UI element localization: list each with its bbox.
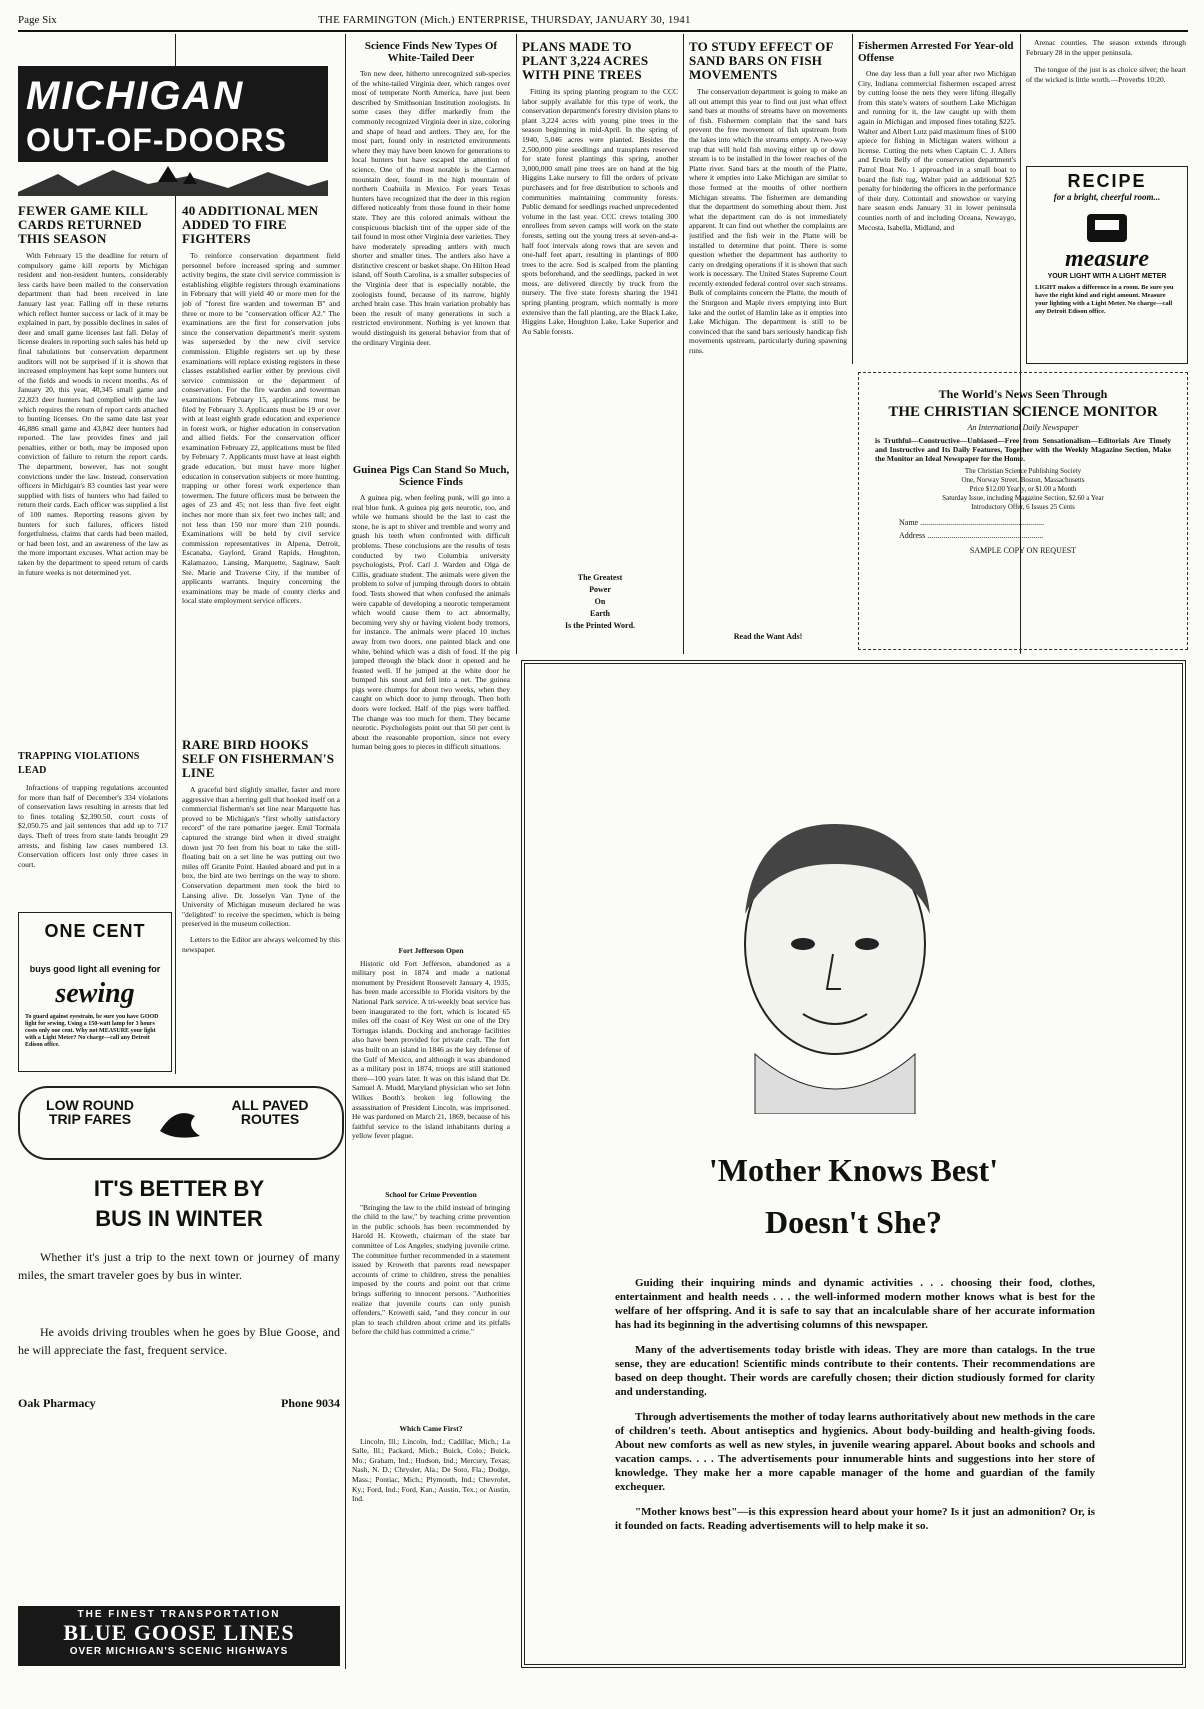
- one-cent-ad: [18, 912, 172, 1072]
- banner-main: BLUE GOOSE LINES: [63, 1620, 295, 1645]
- article-plans-made: [522, 38, 678, 568]
- banner-bottom: OVER MICHIGAN'S SCENIC HIGHWAYS: [69, 1646, 289, 1657]
- column-rule: [345, 34, 346, 1669]
- article-sand-bars: [689, 38, 847, 618]
- article-body: One day less than a full year after two Michigan City, Indiana commercial fishermen escaped arrest by cutting loose the nets they were lifting illegally from this state's waters of southern Lake Michigan and running for it, the law caught up with them again in Michigan and imposed fines totaling $225. Walter and Albert Lutz paid maximum fines of $100 apiece for fishing in Michigan waters without a license. Cutting the nets when Captain C. J. Allers and Erwin Belfy of the conservation department's Patrol Boat No. 1 approached in a small boat to board the fish tug, Walter paid an additional $25 penalty for hindering the officers in the performance of their duty. Cottontail and snowshoe or varying hare season ends January 31 in lower peninsula counties north of and including Oceana, Newaygo, Mecosta, Isabella, Midland, and: [858, 69, 1016, 232]
- headline: PLANS MADE TO PLANT 3,224 ACRES WITH PINE TREES: [522, 39, 649, 82]
- recipe-tagline: for a bright, cheerful room...: [1053, 192, 1161, 202]
- article-body: A graceful bird slightly smaller, faster and more aggressive than a herring gull that hooked itself on a commercial fisherman's set line near Marquette has proved to be Michigan's "first wholly satisfactory record" of the rare pomarine jaeger. Emil Tormala captured the strange bird when it dived straight down just 70 feet from his boat to take the still-floating bait on a set line he was putting out two miles off Granite Point. Hauled aboard and put in a box, the bird ate two herrings on the way to shore. Conservation department men took the bird to Lansing alive. Dr. Josselyn Van Tyne of the University of Michigan museum declared he was "delighted" to receive the specimen, which is being preserved in the museum collection.: [182, 785, 340, 929]
- outdoor-scene-icon: [18, 162, 328, 196]
- article-forty-additional: [182, 202, 340, 732]
- masthead: THE FARMINGTON (Mich.) ENTERPRISE, THURSDAY, JANUARY 30, 1941: [318, 14, 691, 26]
- greatest-line: On: [594, 597, 606, 606]
- article-body: A guinea pig, when feeling punk, will go into a real blue funk. A guinea pig gets neurotic, too, and while we humans should be the last to cast the stone, he is apt to shiver and tremble and worry and gnash his teeth when confronted with difficult problems. These conclusions are the results of tests conducted by two Columbia university psychologists, Prof. Carl J. Warden and Olga de Cillis, graduate student. The animals were given the problem to solve of jumping through doors to obtain food. Tests showed that when confused the animals were capable of developing a neurotic temperament which would cause them to act abnormally, becoming very shy or having violent body tremors, for instance. The animals were placed 10 inches away from two doors, one painted black and one white, behind which was a dish of food. If the pig jumped through the black door it opened and he feasted well. If he jumped at the white door he bumped his snout and fell into a net. The guinea pigs were chumps for about two weeks, when they caught on which door to jump through. Then both doors were locked. Half of the pigs were baffled. The change was too much for them. They became neurotic. Psychologists point out that 50 per cent is about the reasonable proportion, since not every human being goes to pieces in difficult situations.: [352, 493, 510, 752]
- logo-line1: MICHIGAN: [26, 74, 245, 118]
- headline: Science Finds New Types Of White-Tailed Deer: [364, 40, 498, 64]
- page-header: [18, 8, 1188, 32]
- recipe-ad: [1026, 166, 1188, 364]
- article-body: "Bringing the law to the child instead of bringing the child to the law," by teaching crime prevention in the public schools has been recommended by Harold H. Kroweth, chairman of the state bar committee of Los Angeles, studying juvenile crime. The committee further recommended in a statement issued by Kroweth that parents read newspaper accounts of crime to children, stress the penalties imposed by the courts and point out that crime brings suffering to innocent persons. "Authorities realize that juvenile courts can only punish offenders," Kroweth said, "and they concur in our plan to teach children about crime and its pitfalls before the child has committed a crime.": [352, 1202, 510, 1337]
- mother-para1: Guiding their inquiring minds and dynamic activities . . . choosing their food, clothes, entertainment and health needs . . . the well-informed modern mother knows what is best for the welfare of her offspring. And it is safe to say that an incalculable share of her accurate information has had its beginning in the advertising columns of this newspaper.: [615, 1277, 1095, 1331]
- bus-ad-headline2: BUS IN WINTER: [95, 1206, 263, 1231]
- article-body: Infractions of trapping regulations accounted for more than half of December's 334 violations of conservation laws resulting in arrests that led to fines totaling $2,390.50, court costs of $2,050.75 and jail sentences that add up to 717 days. Theft of trees from state lands brought 29 arrests, and fishing law cases numbered 13. Conservation officers lost only three cases in court.: [18, 783, 168, 869]
- bus-ad-headline1: IT'S BETTER BY: [93, 1176, 265, 1201]
- mother-body: [615, 1276, 1095, 1544]
- headline: School for Crime Prevention: [385, 1190, 477, 1199]
- recipe-fine-print: LIGHT makes a difference in a room. Be sure you have the right kind and right amount. Measure your lighting with a Light Meter. No charge—call any Detroit Edison office.: [1035, 284, 1174, 315]
- headline: RARE BIRD HOOKS SELF ON FISHERMAN'S LINE: [182, 737, 335, 780]
- ad-line: buys good light all evening for: [29, 964, 161, 974]
- bus-ad: [18, 1078, 340, 1668]
- headline: TRAPPING VIOLATIONS LEAD: [18, 751, 140, 776]
- proverb: The tongue of the just is as choice silver; the heart of the wicked is little worth.—Proverbs 10:20.: [1026, 65, 1186, 84]
- monitor-intro: Introductory Offer, 6 Issues 25 Cents: [971, 503, 1075, 511]
- article-rare-bird: [182, 736, 340, 1071]
- monitor-ad: [858, 372, 1188, 650]
- headline: Which Came First?: [399, 1424, 463, 1433]
- logo-line2: OUT-OF-DOORS: [26, 122, 287, 158]
- article-body: To reinforce conservation department field personnel before increased spring and summer activity begins, the state civil service commission is establishing eligible registers through examinations in February that will yield 40 or more men for the job of "forest fire warden and towerman B" and three or more to be "conservation officer A2." The examinations are the first for conservation jobs since the conservation department's merit system was superseded by the new civil service commission. Eligible registers set up by these examinations will replace existing registers in these classes established earlier either by previous civil service commission or the department of conservation. For the fire warden and towerman examinations February 15, applications must be filed by February 3. Applicants must be 19 or over with at least eighth grade education and experience in forest work, or higher education in conservation and allied fields. For the conservation officer examination February 22, applications must be filed by February 7. Applicants must have at least eighth grade education, but must have more higher education in conservation subjects or more hunting, trapping or other forest work experience than towermen. The future officers must be between the ages of 23 and 45; not less than five feet eight inches nor more than six feet two inches tall; and not less than 150 nor more than 210 pounds. Examinations will be held by civil service commission representatives in Alpena, Detroit, Escanaba, Gaylord, Grand Rapids, Houghton, Kalamazoo, Lansing, Marquette, Saginaw, Sault Ste. Marie and Traverse City, if the number of applicants warrants. Inquiry concerning the examinations may be made of county clerks and local state employment service officers.: [182, 251, 340, 606]
- column-rule: [852, 34, 853, 364]
- bus-ad-banner: [18, 1086, 344, 1160]
- article-body: The conservation department is going to make an all out attempt this year to find out just what effect sand bars at mouths of streams have on movements of fish. Fishermen complain that the sand bars prevent the free movement of fish upstream from the lakes into which the streams empty. A two-way trap that will hold fish moving either up or down stream is to be installed in the lower reaches of the Platte river. Sand bars at the mouth of the Platte, where it empties into Lake Michigan are similar to those formed at the mouths of other northern Michigan streams. The fishermen are demanding that the department do something about them. Just what the department can do is not immediately apparent. It can find out whether the complaints are justified and the fish weir in the Platte will be installed to determine that point. There is some question whether the department has authority to carry on dredging operations if it is shown that such work is necessary. The United States Supreme Court recently extended federal control over such streams. Bulk of complaints concern the Platte, the mouth of the Sturgeon and Maple rivers emptying into Burt lake and the outlet of Hamlin lake as it empties into Lake Michigan. The department is still to be convinced that the sand bars seriously handicap fish movements upstream, particularly during spawning runs.: [689, 87, 847, 356]
- greatest-power-box: [522, 572, 678, 632]
- mother-para3: Through advertisements the mother of today learns authoritatively about new methods in the care of children's teeth. About antiseptics and hygienics. About body-building and health-giving foods. About new comforts as well as new styles, in juvenile wearing apparel. About books and schools and vacation camps. . . . The advertisements pour innumerable hints and suggestions into her store of knowledge. They make her a more capable manager of the home and guardian of the family exchequer.: [615, 1411, 1095, 1493]
- greatest-line: Is the Printed Word.: [564, 621, 636, 630]
- ad-word: sewing: [55, 978, 135, 1009]
- article-guinea-pigs: [352, 462, 510, 937]
- article-which-first: [352, 1418, 510, 1668]
- monitor-publisher: The Christian Science Publishing Society: [964, 467, 1082, 475]
- ad-title: ONE CENT: [44, 921, 146, 941]
- article-footer: Letters to the Editor are always welcomed by this newspaper.: [182, 934, 340, 954]
- recipe-slogan: YOUR LIGHT WITH A LIGHT METER: [1047, 273, 1167, 280]
- article-body: Ten new deer, hitherto unrecognized sub-species of the white-tailed Virginia deer, which ranges over most of temperate North America, have just been described by Smithsonian Institution zoologists. In some cases they differ markedly from the commonly recognized Virginia deer in size, coloring and shape of head and antlers. They are, for the most part, found only in restricted environments where they may have been known for generations to local hunters but have escaped the attention of science. One of the most notable is the Carmen mountain deer, found in the high mountain of northern Coahuila in Mexico. For years Texas hunters have recognized that the deer in this region differed noticeably from those found in their home state. They are this colored animals without the conspicuous blackish tint of the upper side of the tail found in most other Virginia deer varieties. They have moderately spreading antlers with much shorter and smaller tines. The antlers also have a distinctive crescent or basket shape. On Hilton Head island, off South Carolina, is a smaller subspecies of the Virginia deer that is especially notable, the zoologists found, because of its narrow, highly arched brain case. This brain variation probably has been the result of many generations in such a restricted environment. Nothing is yet known that would distinguish its general behavior from that of the ordinary Virginia deer.: [352, 69, 510, 347]
- bus-ad-right: ALL PAVED ROUTES: [231, 1097, 309, 1127]
- bus-ad-agent: Oak Pharmacy: [18, 1396, 96, 1410]
- goose-icon: [155, 1096, 205, 1146]
- monitor-sample: SAMPLE COPY ON REQUEST: [969, 546, 1077, 555]
- greatest-line: The Greatest: [577, 573, 623, 582]
- want-ads-note: Read the Want Ads!: [733, 632, 803, 641]
- headline: Fort Jefferson Open: [398, 946, 464, 955]
- mother-para2: Many of the advertisements today bristle with ideas. They are more than catalogs. In the true sense, they are education! Scientific minds contribute to their contents. Their recommendations are based on deep thought. Their words are carefully chosen; their diction studiously formed for clarity and understanding.: [615, 1344, 1095, 1398]
- monitor-address-field[interactable]: Address ..........................................................: [899, 531, 1044, 540]
- mother-ad: [521, 660, 1186, 1668]
- bus-ad-para1: Whether it's just a trip to the next town or journey of many miles, the smart traveler goes by bus in winter.: [18, 1250, 340, 1282]
- headline: TO STUDY EFFECT OF SAND BARS ON FISH MOVEMENTS: [689, 39, 834, 82]
- mother-portrait-icon: [685, 794, 985, 1114]
- article-body: With February 15 the deadline for return of compulsory game kill reports by Michigan resident and non-resident hunters, considerably less cards have been mailed to the conservation department than had been received in late January last year. Falling off in these returns which reflect hunter success or lack of it may be explained in part, by possible declines in sales of deer and small game licenses last fall. Delay of license dealers in reporting such sales has held up final tabulations but conservation department auditors will not be surprised if it is shown that increased employment has kept some hunters out of the fields and woods in recent months. As of January 20, this year, 40,345 small game and 22,823 deer hunters had complied with the law which requires the return of report cards attached to hunting licenses. On the same date last year 46,886 small game and 43,842 deer hunters had reported. The law provides fines and jail penalties, either or both, may be imposed upon conviction of failure to return the report cards. The department, however, has not sought convictions under the law. Instead, conservation officers in Michigan's 83 counties last year were supplied with lists of hunters who had failed to return their cards. Each officer was supplied a list of 100 names. Reporting reasons given by hunters for such failures, officers listed forgetfulness, claims that cards had been mailed, or had been lost, and an awareness of the law as the more important excuses. What action may be taken by the department to speed return of cards in future weeks is not determined yet.: [18, 251, 168, 577]
- bus-ad-phone: Phone 9034: [280, 1396, 340, 1410]
- monitor-subtitle: An International Daily Newspaper: [967, 423, 1079, 432]
- monitor-address: One, Norway Street, Boston, Massachusetts: [961, 476, 1085, 484]
- mother-para4: "Mother knows best"—is this expression heard about your home? Is it just an admonition? Or, is it founded on facts. Reading advertisements will to help make it so.: [615, 1506, 1095, 1532]
- headline: Fishermen Arrested For Year-old Offense: [858, 40, 1014, 64]
- article-body: Arenac counties. The season extends through February 28 in the upper peninsula.: [1026, 38, 1186, 57]
- headline: 40 ADDITIONAL MEN ADDED TO FIRE FIGHTERS: [182, 203, 319, 246]
- bus-ad-left: LOW ROUND TRIP FARES: [46, 1097, 134, 1127]
- article-fort-jefferson: [352, 940, 510, 1180]
- article-fishermen-arrested: [858, 38, 1016, 358]
- banner-top: THE FINEST TRANSPORTATION: [77, 1609, 281, 1620]
- article-science-finds: [352, 38, 510, 458]
- monitor-title: THE CHRISTIAN SCIENCE MONITOR: [888, 404, 1158, 420]
- monitor-name-field[interactable]: Name ..............................................................: [899, 518, 1045, 527]
- headline: Guinea Pigs Can Stand So Much, Science Finds: [352, 464, 510, 488]
- recipe-word: measure: [1065, 246, 1149, 272]
- article-crime-prevention: [352, 1184, 510, 1414]
- monitor-price: Price $12.00 Yearly, or $1.00 a Month: [969, 485, 1077, 493]
- monitor-desc: is Truthful—Constructive—Unbiased—Free from Sensationalism—Editorials Are Timely and Instructive and Its Daily Features, Together with the Weekly Magazine Section, Make the Monitor an Ideal Newspaper for the Home.: [875, 436, 1171, 463]
- blue-goose-banner: [18, 1606, 340, 1666]
- article-trapping: [18, 748, 168, 908]
- column-rule: [516, 34, 517, 654]
- mother-headline1: 'Mother Knows Best': [708, 1152, 999, 1188]
- greatest-line: Power: [589, 585, 611, 594]
- monitor-line1: The World's News Seen Through: [938, 387, 1108, 401]
- article-fewer-game: [18, 202, 168, 742]
- light-meter-icon: [1077, 206, 1137, 246]
- monitor-saturday: Saturday Issue, including Magazine Section, $2.60 a Year: [942, 494, 1104, 502]
- bus-ad-para2: He avoids driving troubles when he goes by Blue Goose, and he will appreciate the fast, frequent service.: [18, 1325, 340, 1357]
- mother-headline2: Doesn't She?: [765, 1204, 942, 1240]
- article-body: Lincoln, Ill.; Lincoln, Ind.; Cadillac, Mich.; La Salle, Ill.; Packard, Mich.; Buick, Colo.; Buick, Mo.; Graham, Ind.; Hudson, Ind.; Mercury, Texas; Nash, N. D.; Chrysler, Ala.; De Soto, Fla.; Dodge, Mass.; Pontiac, Mich.; Plymouth, Ind.; Chevrolet, Ky.; Ford, Ind.; Ford, Kan.; Austin, Tex.; or Austin, Ind.: [352, 1436, 510, 1504]
- article-body: Fitting its spring planting program to the CCC labor supply available for this type of work, the conservation department's forestry division plans to plant 3,224 acres with young pine trees in the season beginning in mid-April. In the spring of 1940, 5,046 acres were planted. Besides the 2,500,000 pine seedlings and transplants reserved for state forest plantings this spring, another 3,000,000 small pine trees are on hand at the big Higgins Lake nursery to fill the orders of private purchasers and for free distribution to schools and communities maintaining community forests. Public demand for seedlings reached unprecedented volume in the last year. CCC crews totaling 300 enrollees from seven camps will work on the state forests, setting out the young trees at seven-and-a-half foot intervals along rows that are seven and one-half feet apart, resulting in plantings of 800 trees to the acre. Sod is scalped from the planting spots beforehand, and the seedlings, packed in wet moss, are delivered directly by truck from the nursery. The five state forests sharing the 1941 spring planting program, which normally is more extensive than the fall planting, are the Black Lake, Higgins Lake, Houghton Lake, Lake Superior and Au Sable forests.: [522, 87, 678, 336]
- greatest-line: Earth: [590, 609, 610, 618]
- page-number: Page Six: [18, 14, 57, 26]
- article-body: Historic old Fort Jefferson, abandoned as a military post in 1874 and made a national monument by President Roosevelt January 4, 1935, has been made accessible to Florida visitors by the National Park service. A tri-weekly boat service has been inaugurated to the fort, which is located 65 miles off the coast of Key West on one of the Dry Tortugas islands. Docking and anchorage facilities also have been provided for private craft. The fort was built on an island in 1846 as the key defense of the Gulf of Mexico, and although it was abandoned as a military post in 1874, troops are still stationed there—100 years later. It was on this island that Dr. Samuel A. Mudd, Maryland physician who set John Wilkes Booth's broken leg following the assassination of President Lincoln, was imprisoned. He was pardoned on March 21, 1869, because of his faithful service to the island inhabitants during a yellow fever plague.: [352, 958, 510, 1141]
- column-rule: [683, 34, 684, 654]
- article-arenac: [1026, 38, 1186, 158]
- recipe-title: RECIPE: [1067, 171, 1147, 191]
- ad-fine-print: To guard against eyestrain, be sure you have GOOD light for sewing. Using a 150-watt lamp for 3 hours costs only one cent. Why not MEASURE your light with a Light Meter? No charge—call any Detroit Edison office.: [25, 1014, 159, 1048]
- outdoors-logo: [18, 66, 328, 196]
- headline: FEWER GAME KILL CARDS RETURNED THIS SEASON: [18, 203, 148, 246]
